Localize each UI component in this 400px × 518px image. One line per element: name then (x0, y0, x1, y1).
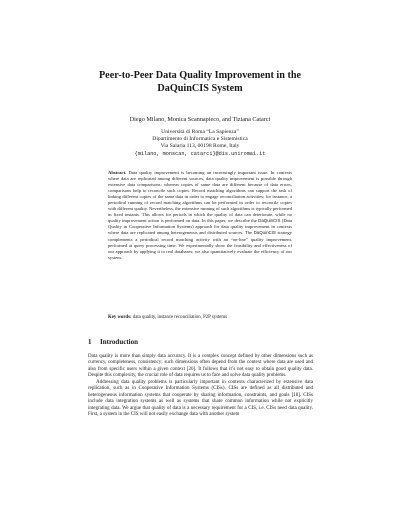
intro-paragraph-1: Data quality is more than simply data accuracy. It is a complex concept defined by other dimensions such as currency, completeness, consistency; such dimensions often depend from the context where data are used and also from specific users within a given context [26]. It follows that it’s not easy to obtain good quality data. Despite this complexity, the crucial role of data requires us to face and solve data quality problems. (88, 354, 313, 379)
keywords (108, 315, 292, 321)
abstract (108, 170, 292, 261)
abstract-label: Abstract. (108, 170, 127, 175)
system-name-2: DaQuinCIS (253, 230, 276, 236)
section-heading (88, 338, 138, 347)
keywords-label: Key words: (108, 315, 132, 320)
keywords-text: data quality, instance reconciliation, P2P systems (132, 315, 228, 320)
abstract-text-1: Data quality improvement is becoming an increasingly important issue. In contexts where data are replicated among different sources, data quality improvement is possible through extensive data comparisons: whereas copies of same data are different because of data errors, comparisons help to reconcile such copies. Record matching algorithms can support the task of linking different copies of the same data in order to engage reconciliation activities; for instance, a periodical running of record matching algorithms can be performed in order to reconcile copies with different quality. Nevertheless, the extensive running of such algorithms is typically performed in fixed instants. This allows for periods in which the quality of data can deteriorate, while no quality improvement action is performed on data. In this paper, we describe the (108, 170, 292, 224)
system-name: DaQuinCIS (258, 218, 281, 224)
title-line-2: DaQuinCIS System (157, 83, 243, 94)
title-line-1: Peer-to-Peer Data Quality Improvement in the (98, 70, 302, 81)
abstract-text-2: (Data Quality in Cooperative Information Systems) approach for data quality improvement in contexts where data are replicated among heterogeneous and distributed sources. The (108, 218, 292, 236)
abstract-text-3: strategy complements a periodical record matching activity with an “on-line” quality improvement, performed at query processing time. We experimentally show the feasibility and effectiveness of our approach by applying it to real databases; we also quantitatively evaluate the efficiency of our system. (108, 230, 292, 260)
intro-paragraph-2: Addressing data quality problems is particularly important in contexts characterized by extensive data replication, such as in Cooperative Information Systems (CISs). CISs are defined as all distributed and heterogeneous information systems that cooperate by sharing information, constraints, and goals [18]. CISs include data integration systems as well as systems that share common information while not explicitly integrating data. We argue that quality of data is a necessary requirement for a CIS, i.e. CISs need data quality. First, a system in the CIS will not easily exchange data with another system (88, 379, 313, 418)
affiliation-address: Via Salaria 113, 00198 Rome, Italy (160, 143, 240, 150)
introduction-body (88, 354, 313, 419)
section-title: Introduction (100, 338, 138, 346)
section-number: 1 (88, 338, 92, 346)
author-list: Diego Milano, Monica Scannapieco, and Tiziana Catarci (129, 116, 271, 123)
affiliation-block (60, 129, 340, 158)
paper-title (60, 69, 340, 95)
affiliation-department: Dipartimento di Informatica e Sistemistica (152, 136, 248, 143)
affiliation-university: Università di Roma “La Sapienza” (161, 129, 239, 135)
author-emails: {milano, monscan, catarci}@dis.uniroma1.it (134, 150, 266, 157)
